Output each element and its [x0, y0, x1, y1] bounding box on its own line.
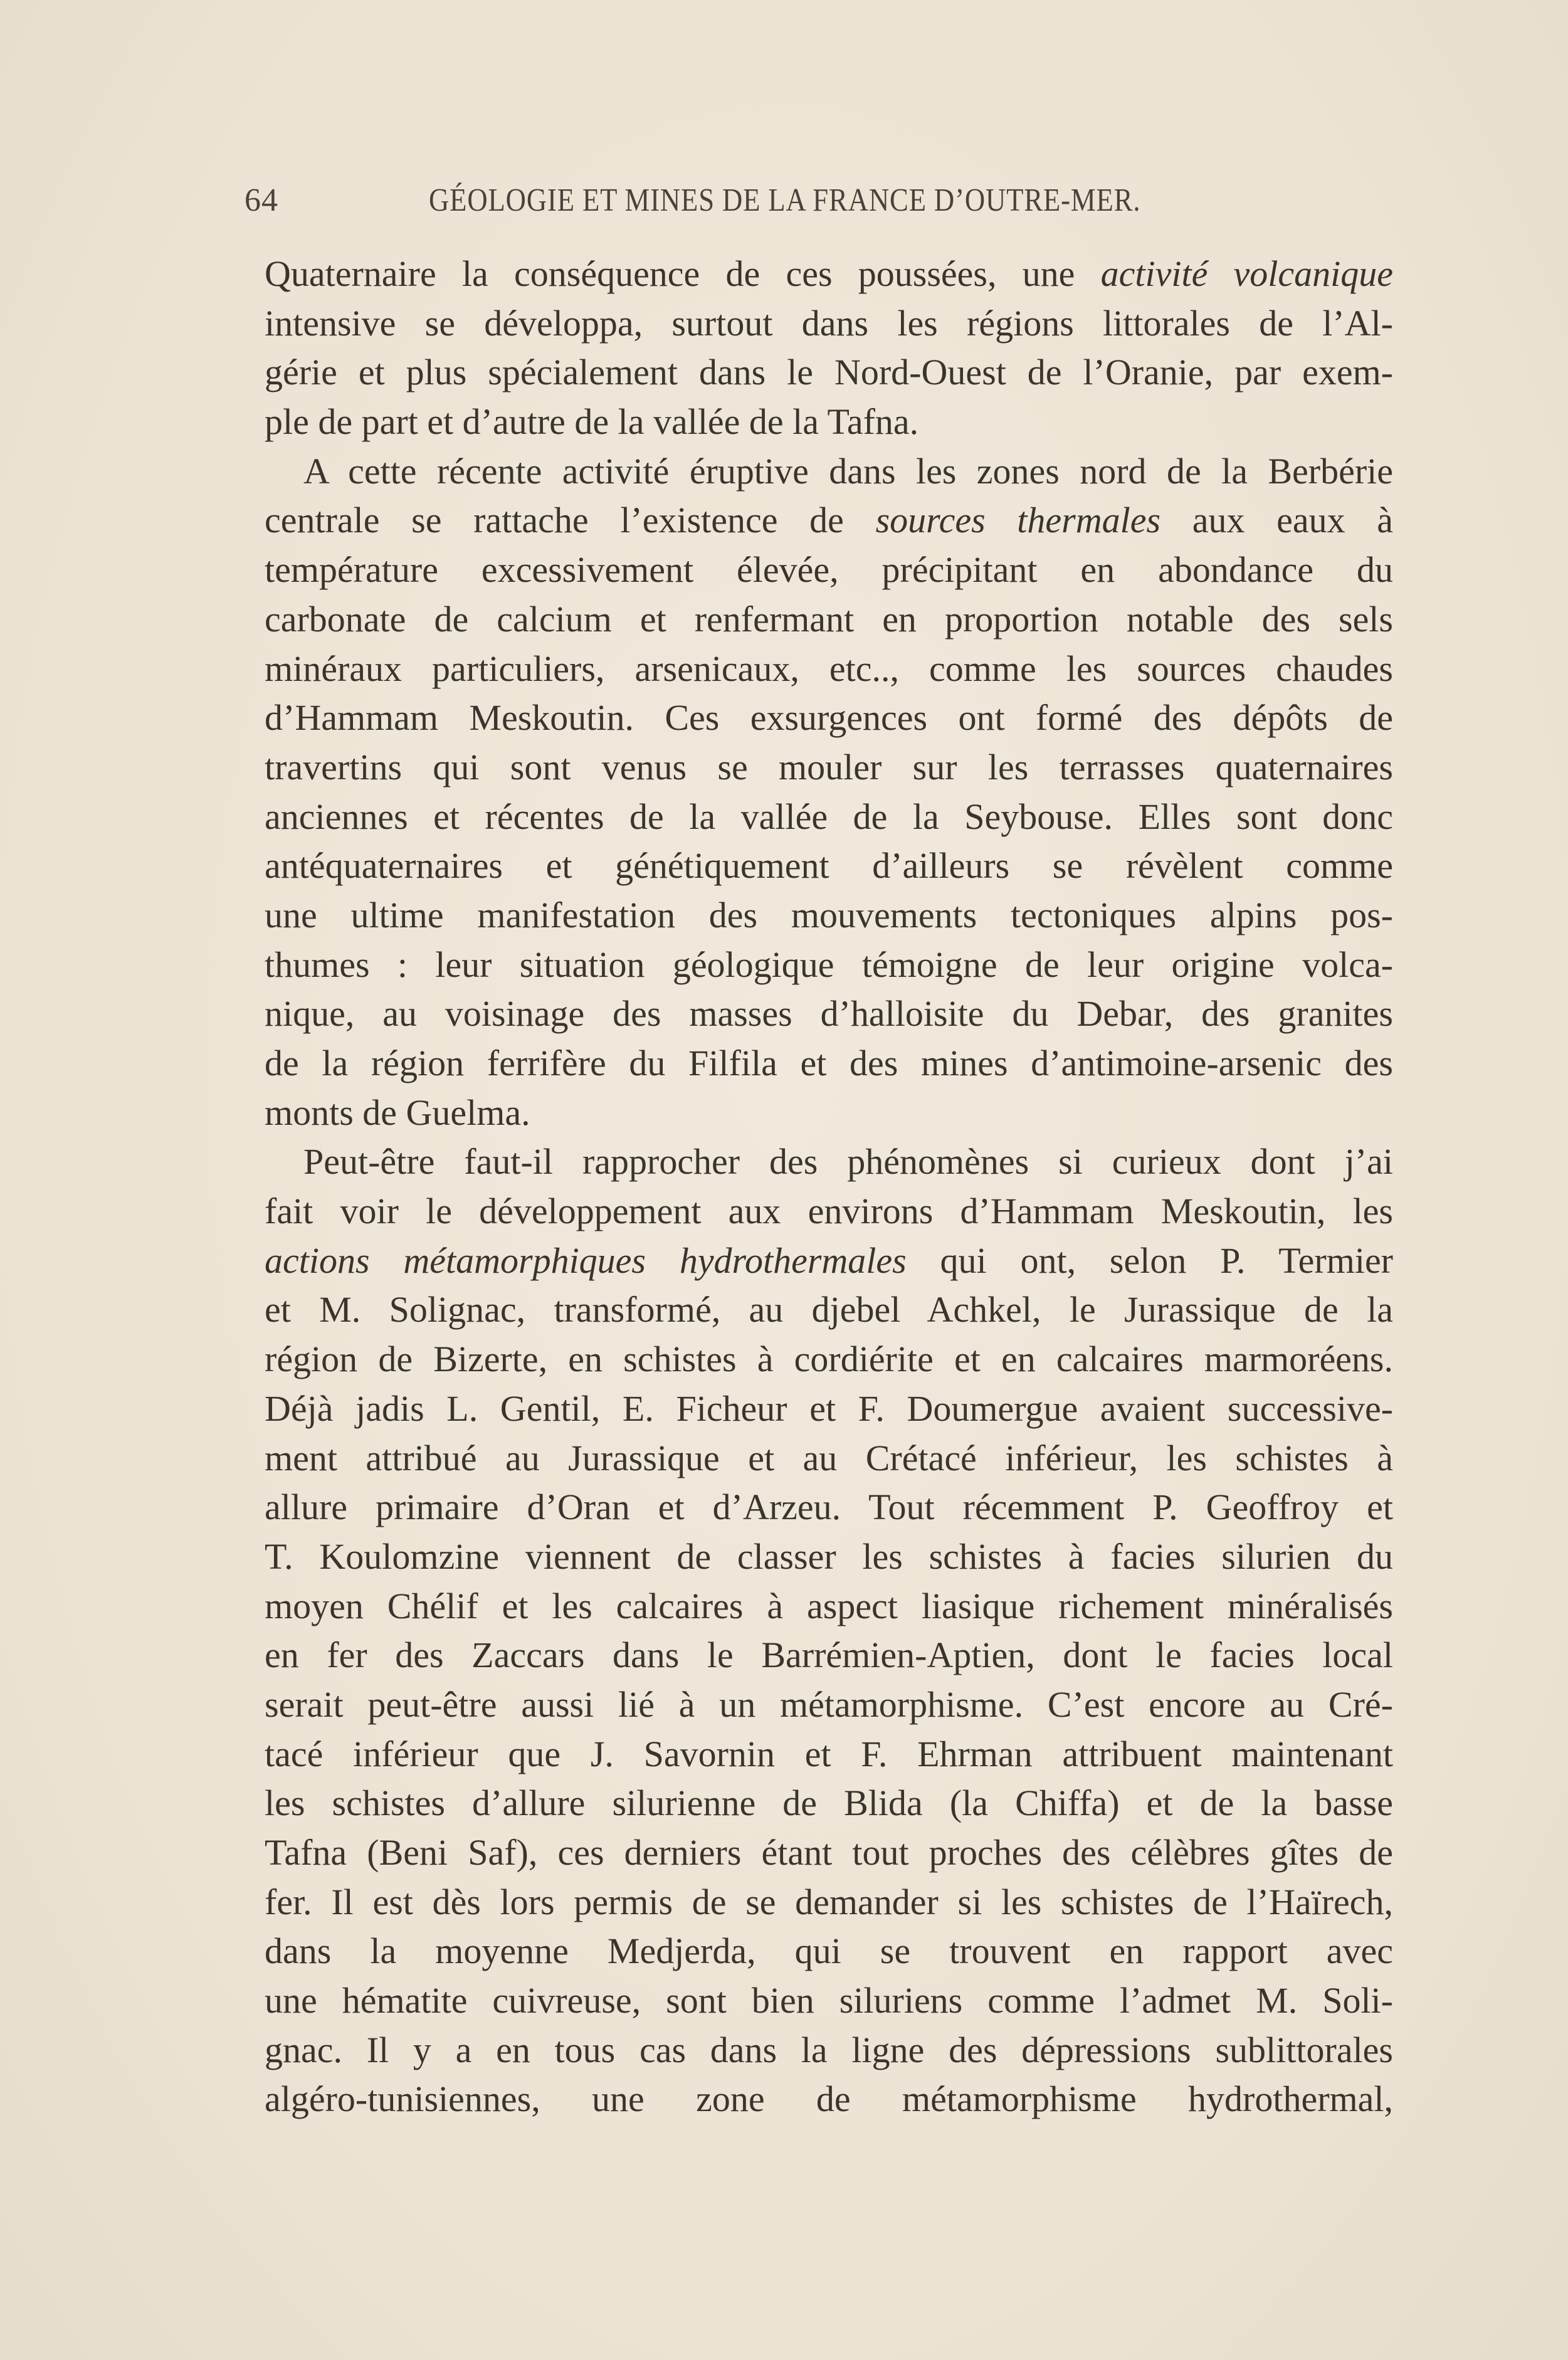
text-segment: moyen Chélif et les calcaires à aspect liasique richement minéralisés: [265, 1585, 1393, 1626]
text-segment: anciennes et récentes de la vallée de la Seybouse. Elles sont donc: [265, 796, 1393, 837]
text-segment: les schistes d’allure silurienne de Blida (la Chiffa) et de la basse: [265, 1783, 1393, 1824]
text-segment: A cette récente activité éruptive dans les zones nord de la Berbérie: [303, 450, 1393, 492]
text-line: [265, 743, 1393, 793]
italic-text: actions métamorphiques hydrothermales: [265, 1240, 907, 1281]
text-line: [265, 1779, 1393, 1828]
text-segment: carbonate de calcium et renfermant en proportion notable des sels: [265, 598, 1393, 640]
text-line: [265, 1335, 1393, 1384]
running-title: GÉOLOGIE ET MINES DE LA FRANCE D’OUTRE-MER.: [429, 182, 1141, 218]
text-segment: Déjà jadis L. Gentil, E. Ficheur et F. Doumergue avaient successive-: [265, 1388, 1393, 1429]
text-line: [265, 1039, 1393, 1088]
text-line: [265, 1483, 1393, 1532]
text-line: [265, 545, 1393, 595]
text-line: [265, 1236, 1393, 1286]
text-line: [265, 447, 1393, 497]
text-line: [265, 940, 1393, 990]
text-line: [265, 496, 1393, 545]
text-line: [265, 1384, 1393, 1434]
text-segment: intensive se développa, surtout dans les régions littorales de l’Al-: [265, 302, 1393, 344]
text-segment: et M. Solignac, transformé, au djebel Achkel, le Jurassique de la: [265, 1289, 1393, 1330]
text-segment: gnac. Il y a en tous cas dans la ligne des dépressions sublittorales: [265, 2029, 1393, 2070]
text-segment: travertins qui sont venus se mouler sur les terrasses quaternaires: [265, 746, 1393, 788]
text-line: [265, 1434, 1393, 1483]
text-segment: allure primaire d’Oran et d’Arzeu. Tout récemment P. Geoffroy et: [265, 1487, 1393, 1528]
italic-text: activité volcanique: [1100, 253, 1393, 294]
text-segment: T. Koulomzine viennent de classer les schistes à facies silurien du: [265, 1536, 1393, 1577]
text-segment: Peut-être faut-il rapprocher des phénomènes si curieux dont j’ai: [303, 1141, 1393, 1183]
text-line: [265, 693, 1393, 743]
text-segment: gérie et plus spécialement dans le Nord-Ouest de l’Oranie, par exem-: [265, 352, 1393, 393]
text-segment: Tafna (Beni Saf), ces derniers étant tout proches des célèbres gîtes de: [265, 1832, 1393, 1873]
text-line: [265, 348, 1393, 398]
text-line: [265, 1631, 1393, 1680]
text-segment: région de Bizerte, en schistes à cordiérite et en calcaires marmoréens.: [265, 1339, 1393, 1380]
text-segment: une hématite cuivreuse, sont bien siluriens comme l’admet M. Soli-: [265, 1980, 1393, 2021]
text-line: [265, 1088, 1393, 1138]
text-segment: d’Hammam Meskoutin. Ces exsurgences ont formé des dépôts de: [265, 697, 1393, 739]
text-line: [265, 645, 1393, 694]
body-text: [265, 250, 1393, 2124]
page-number: 64: [245, 182, 278, 218]
text-segment: une ultime manifestation des mouvements tectoniques alpins pos-: [265, 894, 1393, 935]
text-segment: aux eaux à: [1160, 500, 1393, 541]
text-line: [265, 1878, 1393, 1927]
text-line: [265, 1730, 1393, 1779]
text-line: [265, 1927, 1393, 1976]
text-line: [265, 1187, 1393, 1236]
text-line: [265, 398, 1393, 447]
text-segment: fer. Il est dès lors permis de se demander si les schistes de l’Haïrech,: [265, 1881, 1393, 1922]
text-line: [265, 1976, 1393, 2026]
text-line: [265, 1680, 1393, 1730]
text-line: [265, 891, 1393, 940]
text-segment: fait voir le développement aux environs d’Hammam Meskoutin, les: [265, 1191, 1393, 1232]
running-header: [245, 182, 1379, 226]
text-line: [265, 1532, 1393, 1582]
text-line: [265, 595, 1393, 645]
text-segment: Quaternaire la conséquence de ces poussées, une: [265, 253, 1101, 294]
text-segment: algéro-tunisiennes, une zone de métamorphisme hydrothermal,: [265, 2078, 1393, 2120]
text-segment: tacé inférieur que J. Savornin et F. Ehrman attribuent maintenant: [265, 1733, 1393, 1774]
text-segment: qui ont, selon P. Termier: [906, 1240, 1393, 1281]
text-segment: en fer des Zaccars dans le Barrémien-Aptien, dont le facies local: [265, 1635, 1393, 1676]
text-line: [265, 793, 1393, 842]
text-line: [265, 989, 1393, 1039]
text-segment: ment attribué au Jurassique et au Crétacé inférieur, les schistes à: [265, 1437, 1393, 1478]
text-line: [265, 1137, 1393, 1187]
text-segment: serait peut-être aussi lié à un métamorphisme. C’est encore au Cré-: [265, 1683, 1393, 1725]
text-segment: monts de Guelma.: [265, 1092, 530, 1133]
text-segment: dans la moyenne Medjerda, qui se trouvent en rapport avec: [265, 1931, 1393, 1972]
text-line: [265, 1285, 1393, 1335]
text-segment: de la région ferrifère du Filfila et des mines d’antimoine-arsenic des: [265, 1043, 1393, 1083]
text-segment: température excessivement élevée, précipitant en abondance du: [265, 549, 1393, 591]
text-line: [265, 841, 1393, 891]
text-segment: nique, au voisinage des masses d’halloisite du Debar, des granites: [265, 993, 1393, 1035]
text-line: [265, 2075, 1393, 2124]
text-segment: ple de part et d’autre de la vallée de la Tafna.: [265, 401, 919, 443]
text-segment: thumes : leur situation géologique témoigne de leur origine volca-: [265, 944, 1393, 985]
text-line: [265, 1828, 1393, 1878]
text-line: [265, 1582, 1393, 1631]
text-line: [265, 299, 1393, 349]
text-segment: centrale se rattache l’existence de: [265, 500, 876, 541]
italic-text: sources thermales: [875, 500, 1161, 541]
text-line: [265, 250, 1393, 299]
text-segment: minéraux particuliers, arsenicaux, etc.., comme les sources chaudes: [265, 648, 1393, 689]
text-line: [265, 2026, 1393, 2075]
text-segment: antéquaternaires et génétiquement d’ailleurs se révèlent comme: [265, 845, 1393, 887]
